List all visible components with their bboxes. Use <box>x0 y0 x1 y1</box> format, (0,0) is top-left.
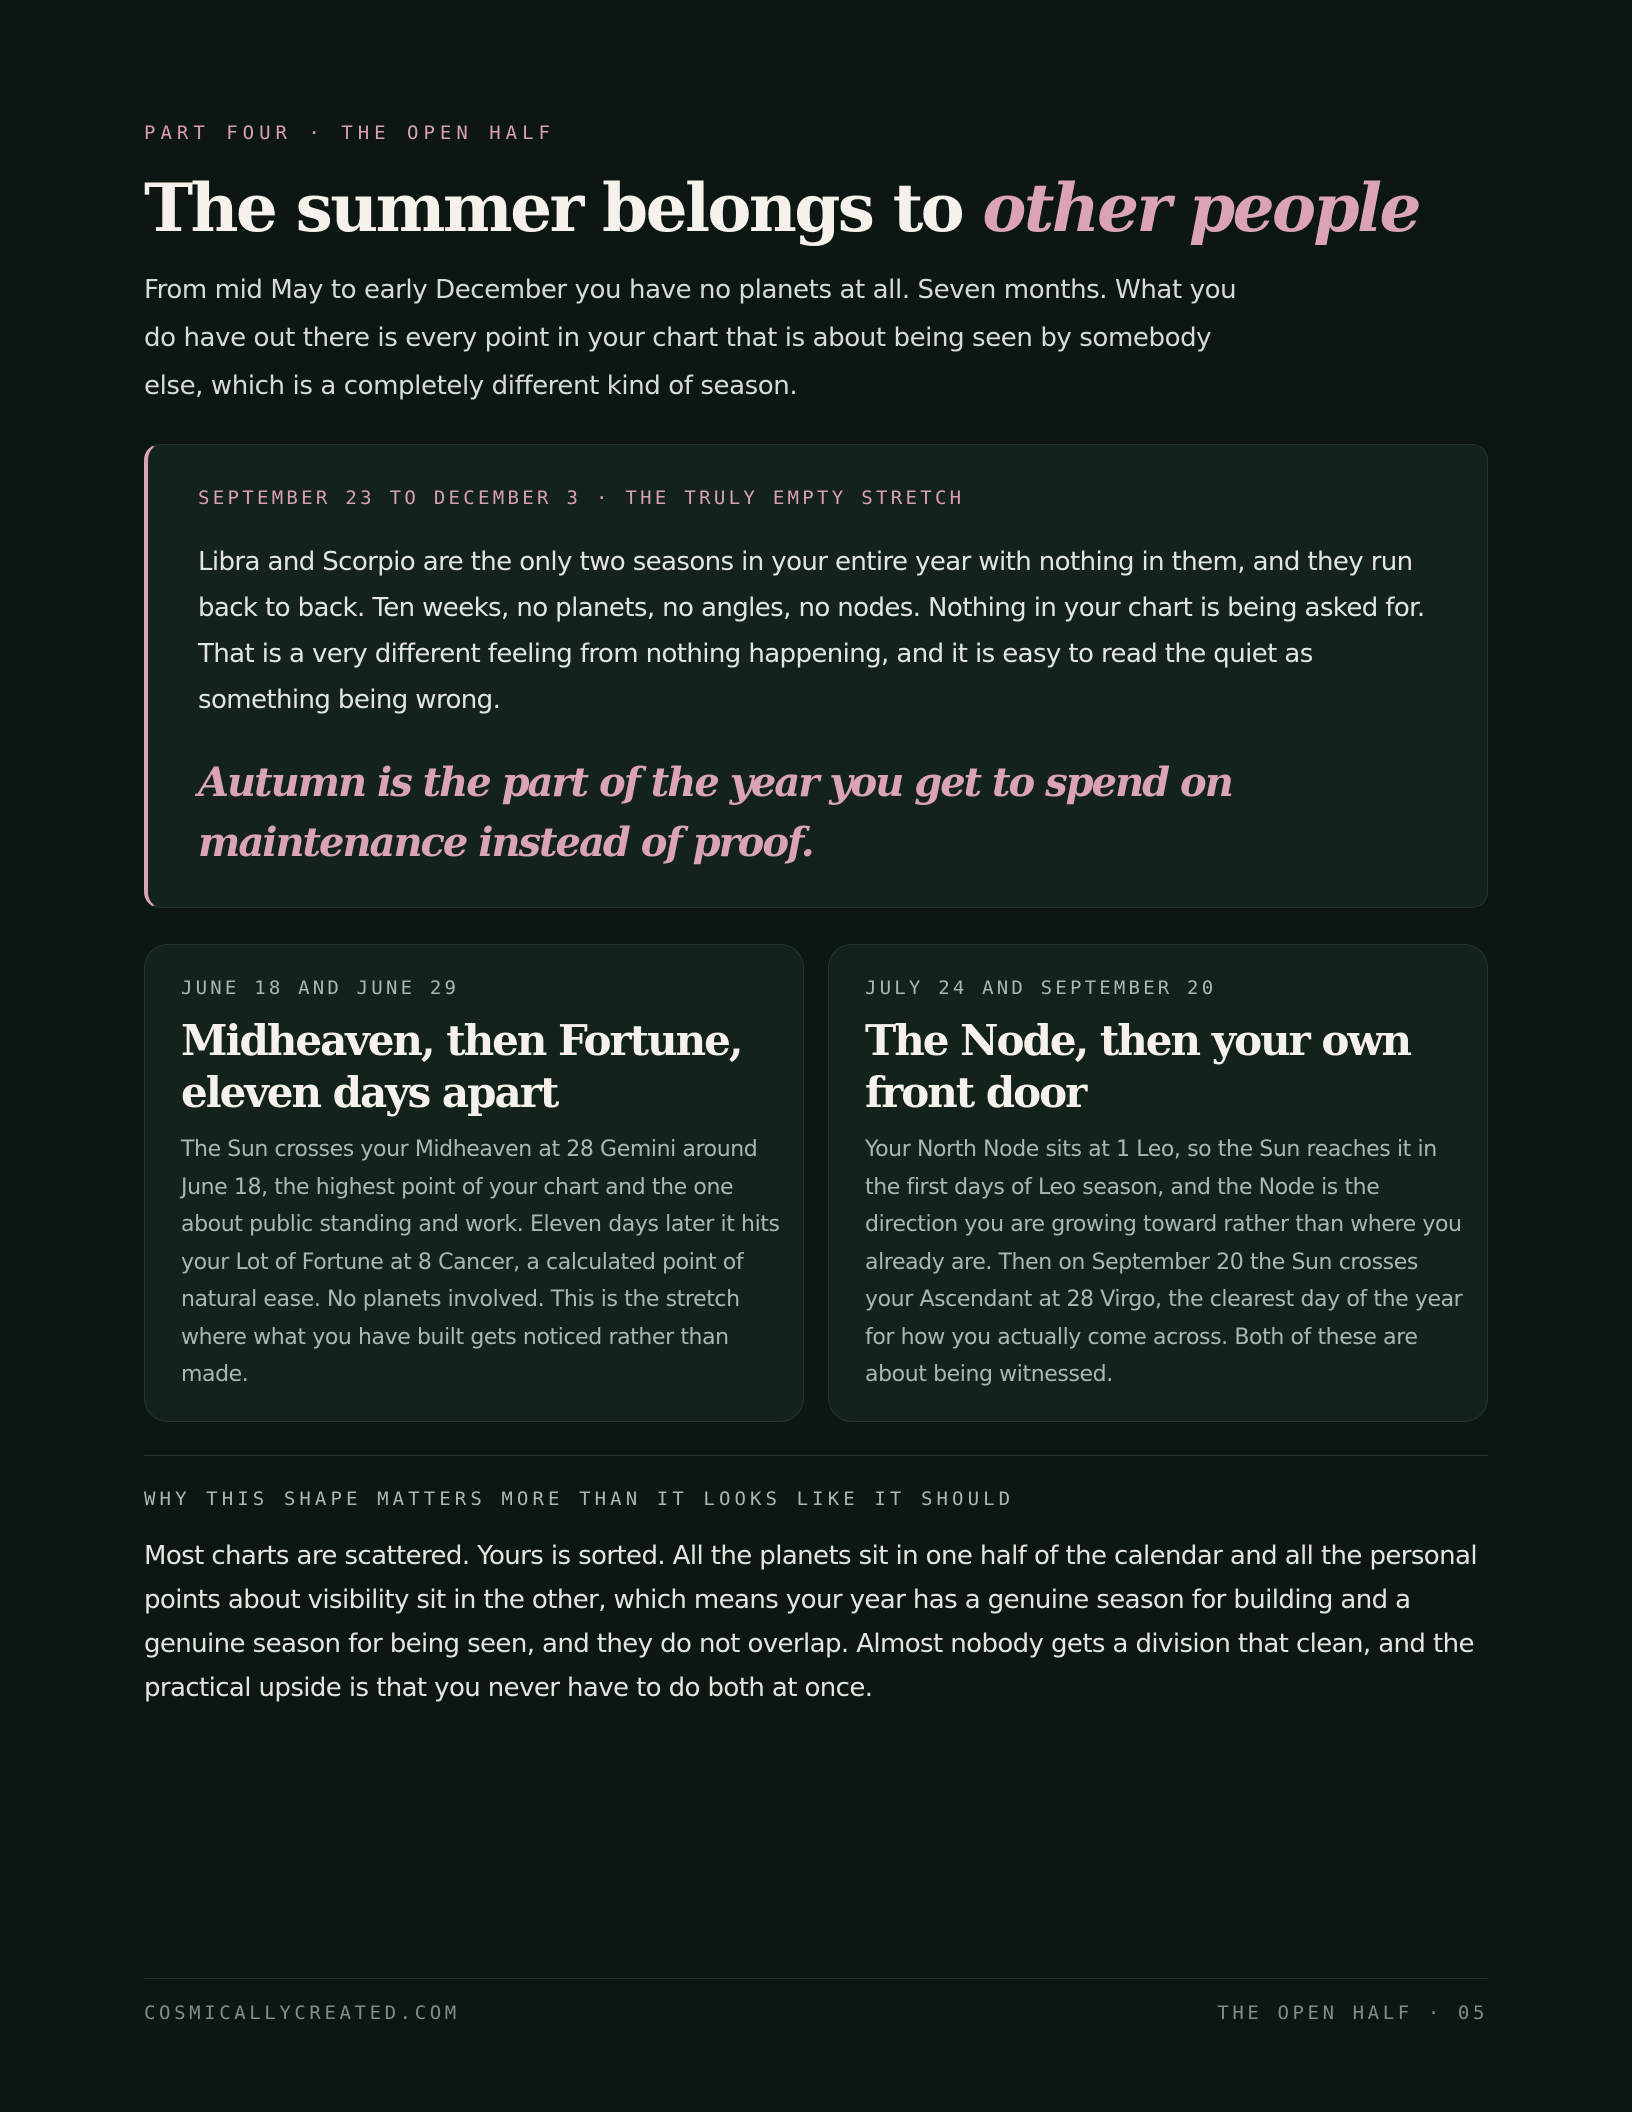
card-body: The Sun crosses your Midheaven at 28 Gemini around June 18, the highest point of your chart and the one about public standing and work. Eleven days later it hits your Lot of Fortune at 8 Cancer, a calculated point of natural ease. No planets involved. This is the stretch where what you have built gets noticed rather than made. <box>181 1137 780 1387</box>
section-divider <box>144 1455 1488 1456</box>
callout-label: SEPTEMBER 23 TO DECEMBER 3 · THE TRULY EMPTY STRETCH <box>198 487 965 509</box>
card-date-label: JUNE 18 AND JUNE 29 <box>181 977 460 999</box>
card-date-label: JULY 24 AND SEPTEMBER 20 <box>865 977 1217 999</box>
title-main: The summer belongs to <box>144 169 983 247</box>
card-midheaven-fortune <box>144 944 804 1422</box>
page-title <box>144 160 1419 256</box>
callout-body: Libra and Scorpio are the only two seasons in your entire year with nothing in them, and they run back to back. Ten weeks, no planets, no angles, no nodes. Nothing in your chart is being asked for. That is a very different feeling from nothing happening, and it is easy to read the quiet as something being wrong. <box>198 547 1425 715</box>
title-accent: other people <box>982 169 1419 247</box>
intro-paragraph: From mid May to early December you have no planets at all. Seven months. What you do have out there is every point in your chart that is about being seen by somebody else, which is a completely different kind of season. <box>144 275 1237 401</box>
empty-stretch-callout <box>144 444 1488 908</box>
footer-divider <box>144 1978 1488 1979</box>
part-eyebrow: PART FOUR · THE OPEN HALF <box>144 122 555 144</box>
card-title: The Node, then your own front door <box>865 1016 1411 1117</box>
card-body: Your North Node sits at 1 Leo, so the Sun reaches it in the first days of Leo season, and the Node is the direction you are growing toward rather than where you already are. Then on September 20 the Sun crosses your Ascendant at 28 Virgo, the clearest day of the year for how you actually come across. Both of these are about being witnessed. <box>865 1137 1463 1387</box>
section-body: Most charts are scattered. Yours is sorted. All the planets sit in one half of the calendar and all the personal points about visibility sit in the other, which means your year has a genuine season for building and a genuine season for being seen, and they do not overlap. Almost nobody gets a division that clean, and the practical upside is that you never have to do both at once. <box>144 1541 1477 1703</box>
footer-site-link[interactable]: COSMICALLYCREATED.COM <box>144 2002 460 2024</box>
section-label: WHY THIS SHAPE MATTERS MORE THAN IT LOOKS LIKE IT SHOULD <box>144 1488 1015 1510</box>
callout-quote: Autumn is the part of the year you get to spend on maintenance instead of proof. <box>198 759 1232 866</box>
card-title: Midheaven, then Fortune, eleven days apart <box>181 1016 742 1117</box>
card-node-front-door <box>828 944 1488 1422</box>
footer-page-label: THE OPEN HALF · 05 <box>1217 2002 1488 2024</box>
